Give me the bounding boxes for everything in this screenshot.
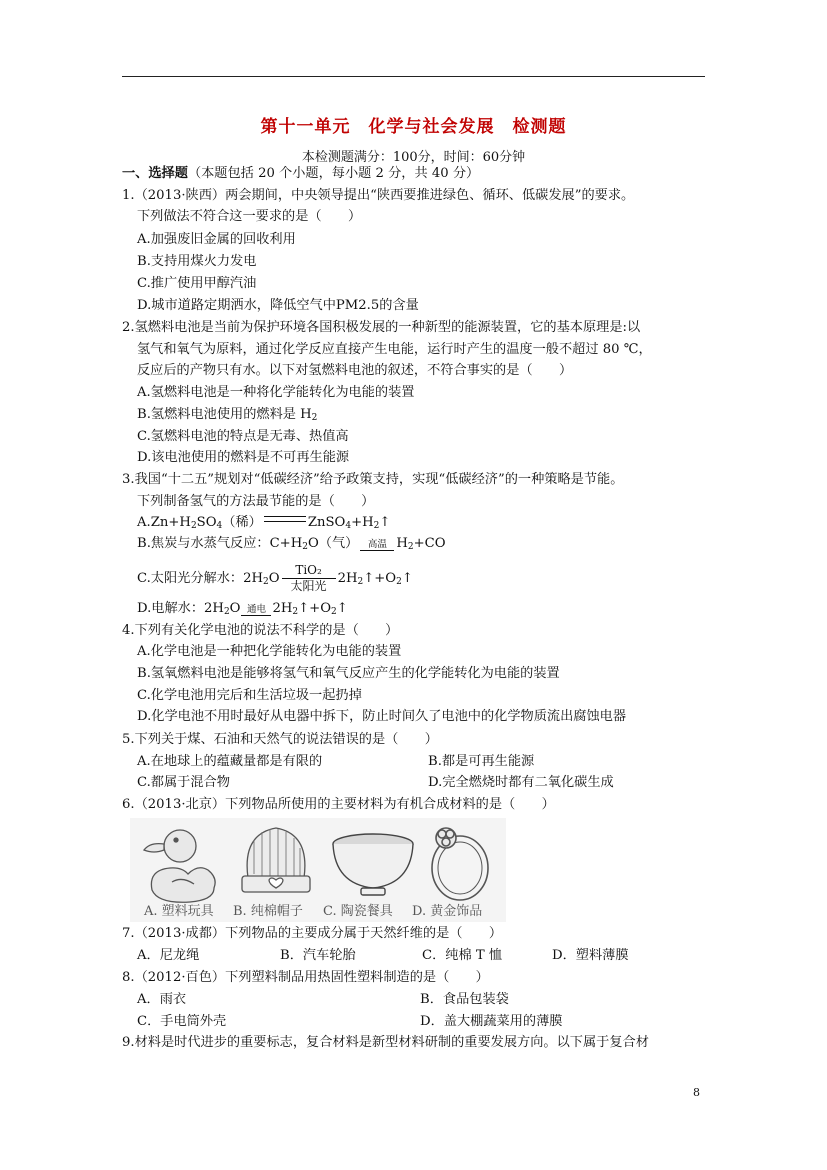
catalyst-label: TiO₂	[282, 563, 336, 579]
section-heading: 一、选择题	[122, 166, 188, 181]
page-title: 第十一单元 化学与社会发展 检测题	[260, 117, 567, 137]
q2-option-b	[137, 405, 317, 428]
condition-label: 高温	[367, 539, 387, 550]
reaction-condition	[241, 605, 271, 616]
header-rule	[122, 76, 705, 77]
knit-hat-icon	[242, 828, 310, 892]
q3-b-part: +CO	[413, 536, 446, 551]
q3-d-part: O	[229, 601, 241, 616]
q1-stem: 1.（2013·陕西）两会期间，中央领导提出“陕西要推进绿色、循环、低碳发展”的要求。	[122, 188, 635, 203]
q8-option-c: C．手电筒外壳	[137, 1014, 227, 1029]
q6-caption-c: C. 陶瓷餐具	[323, 904, 393, 919]
q3-a-sub: 4	[216, 521, 223, 531]
q3-c-part: 2H	[337, 571, 358, 586]
q3-d-part: 2H	[272, 601, 293, 616]
q2-stem-cont-1: 氢气和氧气为原料，通过化学反应直接产生电能，运行时产生的温度一般不超过 80 ℃，	[137, 342, 652, 357]
q3-a-sub: 4	[345, 521, 352, 531]
q2-option-b-text: B.氢燃料电池使用的燃料是 H	[137, 407, 312, 422]
q3-d-sub: 2	[331, 607, 337, 617]
q3-c-part: C.太阳光分解水：2H	[137, 571, 264, 586]
duck-toy-icon	[144, 830, 215, 902]
q3-a-part: SO	[196, 515, 217, 530]
q3-stem: 3.我国“十二五”规划对“低碳经济”给予政策支持，实现“低碳经济”的一种策略是节能。	[122, 472, 624, 487]
q3-c-sub: 2	[263, 577, 269, 587]
q8-stem: 8.（2012·百色）下列塑料制品用热固性塑料制造的是（ ）	[122, 970, 489, 985]
q3-d-sub: 2	[223, 607, 230, 617]
q8-option-a: A．雨衣	[137, 992, 187, 1007]
q3-d-part: ↑+O	[298, 601, 332, 616]
q3-c-part: O	[268, 571, 280, 586]
gas-arrow-icon: ↑	[379, 515, 391, 530]
q3-a-part: （稀）	[222, 515, 262, 530]
q3-stem-cont: 下列制备氢气的方法最节能的是（ ）	[137, 494, 375, 509]
q7-option-a: A．尼龙绳	[137, 948, 200, 963]
q6-caption-d: D. 黄金饰品	[412, 904, 483, 919]
q1-stem-cont: 下列做法不符合这一要求的是（ ）	[137, 209, 362, 224]
q3-option-c	[137, 563, 413, 594]
q1-option-a: A.加强废旧金属的回收利用	[137, 232, 296, 247]
q4-option-d: D.化学电池不用时最好从电器中拆下，防止时间久了电池中的化学物质流出腐蚀电器	[137, 709, 627, 724]
q8-option-d: D．盖大棚蔬菜用的薄膜	[420, 1014, 563, 1029]
gas-arrow-icon: ↑	[336, 601, 348, 616]
q3-b-sub: 2	[407, 542, 414, 552]
q4-option-a: A.化学电池是一种把化学能转化为电能的装置	[137, 644, 402, 659]
q7-option-c: C．纯棉 T 恤	[422, 948, 503, 963]
q2-option-c: C.氢燃料电池的特点是无毒、热值高	[137, 429, 349, 444]
q2-stem: 2.氢燃料电池是当前为保护环境各国积极发展的一种新型的能源装置，它的基本原理是:以	[122, 320, 641, 335]
q4-option-b: B.氢氧燃料电池是能够将氢气和氧气反应产生的化学能转化为电能的装置	[137, 666, 560, 681]
section-note: （本题包括 20 个小题，每小题 2 分，共 40 分）	[187, 166, 480, 181]
q3-c-sub: 2	[396, 577, 402, 587]
q2-option-a: A.氢燃料电池是一种将化学能转化为电能的装置	[137, 385, 415, 400]
q5-option-d: D.完全燃烧时都有二氧化碳生成	[428, 775, 614, 790]
q3-a-part: A.Zn+H	[137, 515, 191, 530]
section-heading-line	[122, 164, 479, 184]
ceramic-bowl-icon	[333, 834, 413, 895]
page-number: 8	[693, 1086, 700, 1099]
q8-option-b: B．食品包装袋	[420, 992, 509, 1007]
q3-b-part: B.焦炭与水蒸气反应：C+H	[137, 536, 303, 551]
q7-option-d: D．塑料薄膜	[552, 948, 629, 963]
reaction-condition	[282, 563, 336, 594]
condition-label: 通电	[246, 604, 266, 615]
condition-label: 太阳光	[290, 579, 327, 593]
q3-option-a	[137, 513, 390, 536]
q5-option-b: B.都是可再生能源	[428, 754, 535, 769]
q6-stem: 6.（2013·北京）下列物品所使用的主要材料为有机合成材料的是（ ）	[122, 797, 555, 812]
q5-stem: 5.下列关于煤、石油和天然气的说法错误的是（ ）	[122, 732, 438, 747]
q1-option-d: D.城市道路定期洒水，降低空气中PM2.5的含量	[137, 298, 419, 313]
q2-option-d: D.该电池使用的燃料是不可再生能源	[137, 450, 350, 465]
page-subtitle: 本检测题满分：100分，时间：60分钟	[301, 150, 526, 165]
q3-b-part: H	[396, 536, 408, 551]
q3-a-sub: 2	[190, 521, 197, 531]
q3-a-part: ZnSO	[307, 515, 346, 530]
q3-d-sub: 2	[292, 607, 299, 617]
q5-option-a: A.在地球上的蕴藏量都是有限的	[137, 754, 323, 769]
reaction-condition	[360, 540, 394, 551]
q1-option-b: B.支持用煤火力发电	[137, 254, 257, 269]
q7-option-b: B．汽车轮胎	[280, 948, 356, 963]
equals-sign	[264, 516, 306, 522]
q3-option-b	[137, 534, 446, 557]
q3-b-part: O（气）	[307, 536, 359, 551]
q7-stem: 7.（2013·成都）下列物品的主要成分属于天然纤维的是（ ）	[122, 926, 503, 941]
q3-c-part: ↑+O	[363, 571, 397, 586]
q2-option-b-subscript: 2	[311, 413, 318, 423]
q3-a-part: +H	[351, 515, 374, 530]
q6-caption-a: A. 塑料玩具	[144, 904, 214, 919]
q4-stem: 4.下列有关化学电池的说法不科学的是（ ）	[122, 623, 399, 638]
q9-stem: 9.材料是时代进步的重要标志，复合材料是新型材料研制的重要发展方向。以下属于复合材	[122, 1035, 649, 1050]
q3-a-sub: 2	[373, 521, 380, 531]
gas-arrow-icon: ↑	[401, 571, 413, 586]
q3-option-d	[137, 599, 348, 622]
q2-stem-cont-2: 反应后的产物只有水。以下对氢燃料电池的叙述，不符合事实的是（ ）	[137, 363, 573, 378]
q3-d-part: D.电解水：2H	[137, 601, 224, 616]
q3-c-sub: 2	[357, 577, 364, 587]
q4-option-c: C.化学电池用完后和生活垃圾一起扔掉	[137, 688, 362, 703]
gold-ring-icon	[432, 828, 488, 900]
q5-option-c: C.都属于混合物	[137, 775, 230, 790]
q6-caption-b: B. 纯棉帽子	[233, 904, 303, 919]
q3-b-sub: 2	[302, 542, 308, 552]
q1-option-c: C.推广使用甲醇汽油	[137, 276, 257, 291]
